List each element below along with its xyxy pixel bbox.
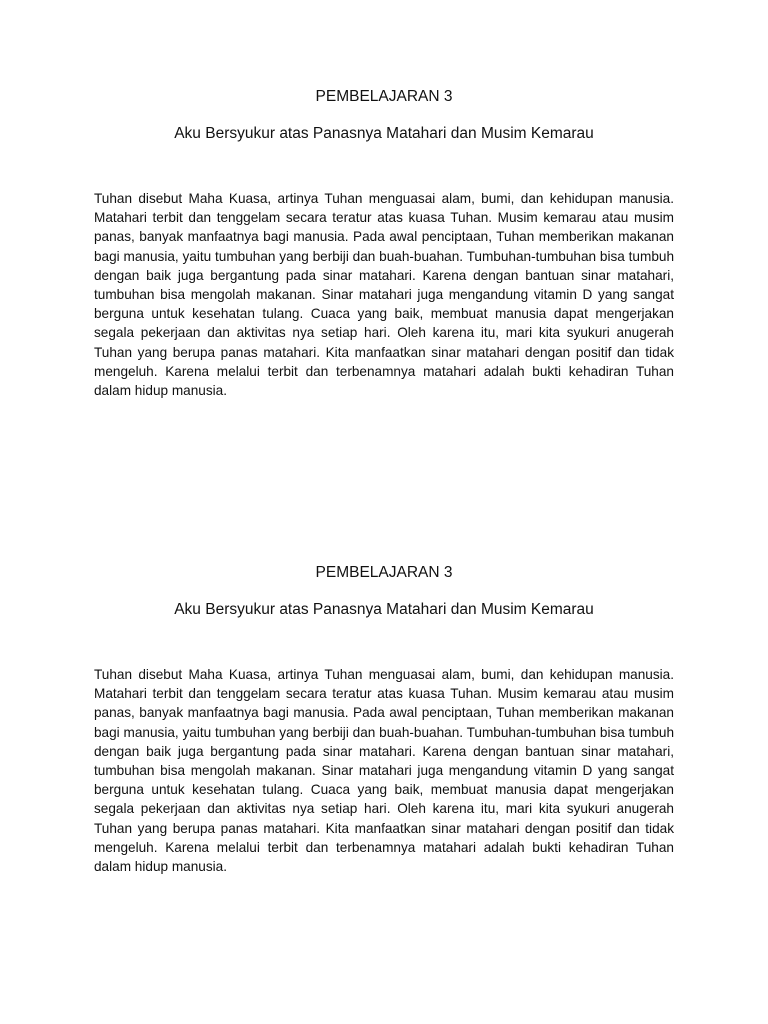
lesson-heading: PEMBELAJARAN 3 xyxy=(315,88,453,105)
lesson-body-paragraph: Tuhan disebut Maha Kuasa, artinya Tuhan menguasai alam, bumi, dan kehidupan manusia. Matahari terbit dan tenggelam secara teratur atas kuasa Tuhan. Musim kemarau atau musim panas, banyak manfaatnya bagi manusia. Pada awal penciptaan, Tuhan memberikan makanan bagi manusia, yaitu tumbuhan yang berbiji dan buah-buahan. Tumbuhan-tumbuhan bisa tumbuh dengan baik juga bergantung pada sinar matahari. Karena dengan bantuan sinar matahari, tumbuhan bisa mengolah makanan. Sinar matahari juga mengandung vitamin D yang sangat berguna untuk kesehatan tulang. Cuaca yang baik, membuat manusia dapat mengerjakan segala pekerjaan dan aktivitas nya setiap hari. Oleh karena itu, mari kita syukuri anugerah Tuhan yang berupa panas matahari. Kita manfaatkan sinar matahari dengan positif dan tidak mengeluh. Karena melalui terbit dan terbenamnya matahari adalah bukti kehadiran Tuhan dalam hidup manusia. xyxy=(94,667,674,875)
lesson-heading: PEMBELAJARAN 3 xyxy=(315,564,453,581)
lesson-section-2 xyxy=(0,563,768,875)
lesson-subtitle: Aku Bersyukur atas Panasnya Matahari dan Musim Kemarau xyxy=(174,601,594,618)
lesson-body-paragraph: Tuhan disebut Maha Kuasa, artinya Tuhan menguasai alam, bumi, dan kehidupan manusia. Matahari terbit dan tenggelam secara teratur atas kuasa Tuhan. Musim kemarau atau musim panas, banyak manfaatnya bagi manusia. Pada awal penciptaan, Tuhan memberikan makanan bagi manusia, yaitu tumbuhan yang berbiji dan buah-buahan. Tumbuhan-tumbuhan bisa tumbuh dengan baik juga bergantung pada sinar matahari. Karena dengan bantuan sinar matahari, tumbuhan bisa mengolah makanan. Sinar matahari juga mengandung vitamin D yang sangat berguna untuk kesehatan tulang. Cuaca yang baik, membuat manusia dapat mengerjakan segala pekerjaan dan aktivitas nya setiap hari. Oleh karena itu, mari kita syukuri anugerah Tuhan yang berupa panas matahari. Kita manfaatkan sinar matahari dengan positif dan tidak mengeluh. Karena melalui terbit dan terbenamnya matahari adalah bukti kehadiran Tuhan dalam hidup manusia. xyxy=(94,191,674,399)
lesson-subtitle: Aku Bersyukur atas Panasnya Matahari dan Musim Kemarau xyxy=(174,125,594,142)
lesson-section-1 xyxy=(0,87,768,399)
